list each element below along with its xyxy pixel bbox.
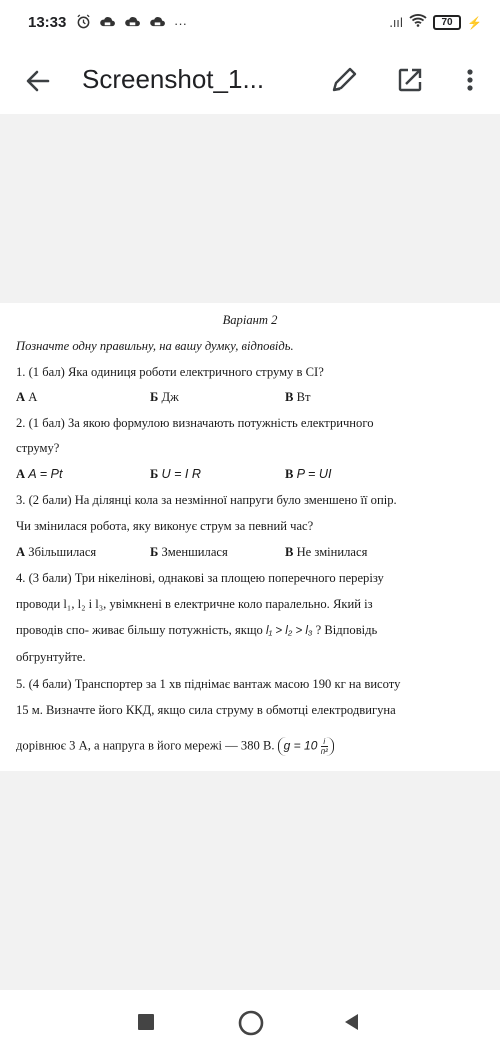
cloud-game-icon <box>124 15 141 31</box>
document-image <box>0 303 500 771</box>
cloud-game-icon <box>149 15 166 31</box>
arrow-left-icon <box>20 63 56 99</box>
pencil-icon <box>326 62 362 98</box>
recents-button[interactable] <box>138 1014 154 1030</box>
question-4-line-1: 4. (3 бали) Три нікелінові, однакові за площею поперечного перерізу <box>16 571 384 585</box>
q4-formula: l₁ > l₂ > l₃ <box>266 625 313 637</box>
question-3-line-2: Чи змінилася робота, яку виконує струм за певний час? <box>16 519 314 533</box>
question-4-line-2: проводи l₁, l₂ і l₃, увімкнені в електричне коло паралельно. Який із <box>16 597 373 611</box>
charging-icon: ⚡ <box>467 15 482 30</box>
more-options-button[interactable] <box>456 62 484 98</box>
notification-icons <box>76 14 187 32</box>
battery-icon: 70 <box>433 15 461 30</box>
question-4-line-3: проводів спо- живає більшу потужність, якщо l₁ > l₂ > l₃ ? Відповідь <box>16 623 378 637</box>
signal-icon: .ııl <box>389 15 404 30</box>
question-5-line-3: дорівнює 3 А, а напруга в його мережі — 380 В. g = 10 $\frac{і}{\text{п²}}$ <box>16 737 334 756</box>
system-back-button[interactable] <box>342 1012 360 1032</box>
question-3-line-1: 3. (2 бали) На ділянці кола за незмінної напруги було зменшено її опір. <box>16 493 397 507</box>
question-1: 1. (1 бал) Яка одиниця роботи електричного струму в СІ? <box>16 365 324 379</box>
q3-option-c: В Не змінилася <box>285 545 368 559</box>
q1-option-c: В Вт <box>285 390 311 404</box>
q2-option-b: Б U = I R <box>150 467 202 481</box>
more-vert-icon <box>456 62 484 98</box>
q2-option-a: А A = Pt <box>16 467 63 481</box>
wifi-icon <box>409 13 427 32</box>
home-circle-icon <box>238 1010 264 1036</box>
file-title: Screenshot_1... <box>82 64 265 94</box>
question-4-line-4: обгрунтуйте. <box>16 650 86 664</box>
system-icons <box>389 13 482 32</box>
q3-option-a: А Збільшилася <box>16 545 97 559</box>
question-5-line-1: 5. (4 бали) Транспортер за 1 хв піднімає вантаж масою 190 кг на висоту <box>16 677 401 691</box>
navigation-bar <box>0 990 500 1055</box>
back-button[interactable] <box>20 63 56 99</box>
q3-option-b: Б Зменшилася <box>150 545 228 559</box>
q1-option-b: Б Дж <box>150 390 179 404</box>
question-2-line-1: 2. (1 бал) За якою формулою визначають потужність електричного <box>16 416 374 430</box>
status-time: 13:33 <box>28 14 67 31</box>
app-bar <box>0 48 500 114</box>
variant-heading: Варіант 2 <box>222 313 278 327</box>
question-5-line-2: 15 м. Визначте його ККД, якщо сила струму в обмотці електродвигуна <box>16 703 396 717</box>
cloud-game-icon <box>99 15 116 31</box>
question-2-line-2: струму? <box>16 441 60 455</box>
open-with-button[interactable] <box>392 62 428 98</box>
edit-button[interactable] <box>326 62 362 98</box>
q1-option-a: А А <box>16 390 38 404</box>
status-bar <box>0 0 500 48</box>
alarm-icon <box>76 14 91 32</box>
triangle-back-icon <box>342 1012 360 1032</box>
q2-option-c: В P = UI <box>285 467 332 481</box>
open-external-icon <box>392 62 428 98</box>
home-button[interactable] <box>238 1010 264 1036</box>
more-notifications-icon: ··· <box>174 15 187 31</box>
instruction-text: Позначте одну правильну, на вашу думку, відповідь. <box>16 339 294 353</box>
q5-formula: g = 10 $\frac{і}{\text{п²}}$ <box>278 737 334 756</box>
